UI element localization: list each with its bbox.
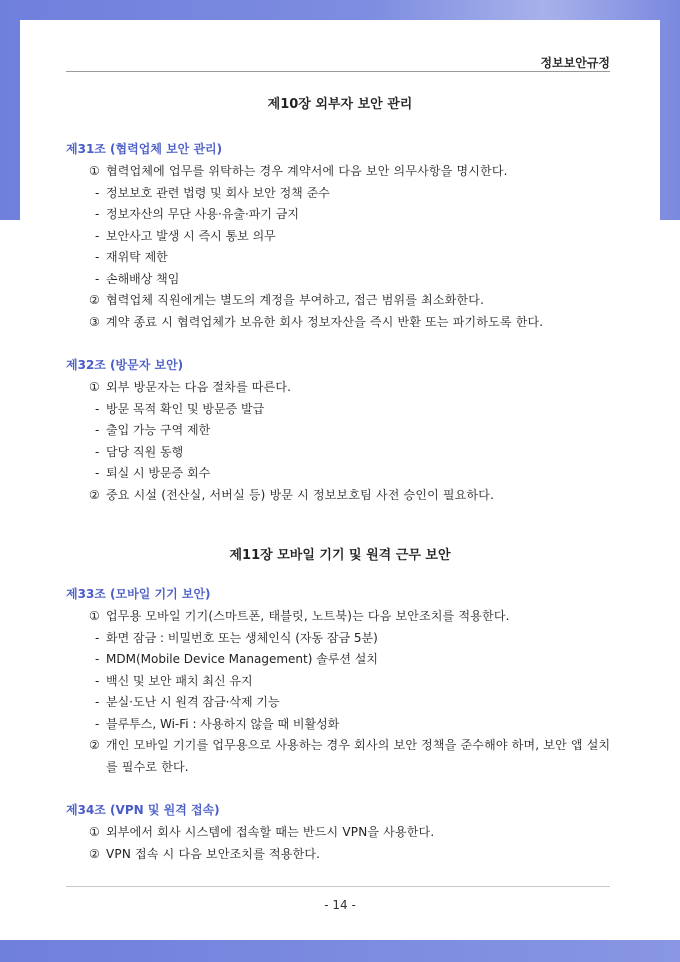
article [66, 584, 614, 778]
article-title: 제31조 (협력업체 보안 관리) [66, 142, 223, 156]
clause-number: ① [89, 380, 100, 394]
article [66, 139, 614, 333]
clause-number: ② [89, 738, 100, 752]
document-page [20, 20, 660, 938]
clause-item [66, 844, 614, 866]
sub-item [66, 463, 614, 485]
sub-item-text: 손해배상 책임 [106, 271, 180, 286]
dash-bullet: - [95, 466, 100, 480]
dash-bullet: - [95, 673, 100, 688]
sub-item [66, 204, 614, 226]
sub-item [66, 183, 614, 205]
clause-number: ② [89, 846, 100, 861]
clause-item [66, 312, 614, 334]
sub-item-text: 출입 가능 구역 제한 [106, 423, 211, 437]
clause-item [66, 822, 614, 844]
dash-bullet: - [95, 423, 100, 437]
document-body [66, 90, 614, 887]
clause-text: VPN 접속 시 다음 보안조치를 적용한다. [106, 846, 321, 861]
sub-item-text: 정보보호 관련 법령 및 회사 보안 정책 준수 [106, 185, 330, 200]
clause-item [66, 377, 614, 399]
sub-item-text: 화면 잠금 : 비밀번호 또는 생체인식 (자동 잠금 5분) [106, 630, 378, 645]
clause-text: 중요 시설 (전산실, 서버실 등) 방문 시 정보보호팀 사전 승인이 필요하다. [106, 487, 495, 502]
sub-item-text: 재위탁 제한 [106, 250, 168, 264]
sub-item-text: 분실·도난 시 원격 잠금·삭제 기능 [106, 695, 280, 709]
sub-item [66, 714, 614, 736]
article-title: 제33조 (모바일 기기 보안) [66, 587, 211, 601]
bottom-background-band [0, 940, 680, 962]
chapter-title: 제10장 외부자 보안 관리 [267, 97, 413, 112]
dash-bullet: - [95, 444, 100, 459]
clause-item [66, 606, 614, 628]
clause-number: ③ [89, 314, 100, 329]
clause-number: ① [89, 825, 100, 839]
sub-item-text: 방문 목적 확인 및 방문증 발급 [106, 401, 265, 416]
dash-bullet: - [95, 401, 100, 416]
sub-item-text: 정보자산의 무단 사용·유출·파기 금지 [106, 207, 299, 221]
sub-item [66, 269, 614, 291]
article [66, 800, 614, 865]
dash-bullet: - [95, 652, 100, 666]
clause-text: 업무용 모바일 기기(스마트폰, 태블릿, 노트북)는 다음 보안조치를 적용한다. [106, 609, 510, 623]
sub-item [66, 628, 614, 650]
clause-text: 개인 모바일 기기를 업무용으로 사용하는 경우 회사의 보안 정책을 준수해야 하며, 보안 앱 설치를 필수로 한다. [106, 738, 611, 774]
clause-number: ② [89, 293, 100, 307]
article-title: 제32조 (방문자 보안) [66, 358, 184, 372]
sub-item [66, 442, 614, 464]
clause-number: ① [89, 164, 100, 178]
sub-item-text: 담당 직원 동행 [106, 444, 184, 459]
clause-number: ② [89, 487, 100, 502]
clause-item [66, 290, 614, 312]
sub-item-text: 블루투스, Wi-Fi : 사용하지 않을 때 비활성화 [106, 716, 340, 731]
sub-item [66, 247, 614, 269]
sub-item [66, 399, 614, 421]
sub-item-text: 백신 및 보안 패치 최신 유지 [106, 673, 253, 688]
header-divider [66, 71, 610, 72]
clause-text: 외부 방문자는 다음 절차를 따른다. [106, 380, 292, 394]
page-number: - 14 - [324, 898, 356, 912]
clause-item [66, 161, 614, 183]
clause-text: 협력업체 직원에게는 별도의 계정을 부여하고, 접근 범위를 최소화한다. [106, 293, 485, 307]
sub-item-text: 보안사고 발생 시 즉시 통보 의무 [106, 228, 276, 243]
article [66, 355, 614, 506]
footer-divider [66, 886, 610, 887]
clause-item [66, 735, 614, 778]
sub-item [66, 692, 614, 714]
clause-text: 협력업체에 업무를 위탁하는 경우 계약서에 다음 보안 의무사항을 명시한다. [106, 164, 508, 178]
sub-item-text: MDM(Mobile Device Management) 솔루션 설치 [106, 652, 378, 666]
dash-bullet: - [95, 207, 100, 221]
dash-bullet: - [95, 695, 100, 709]
sub-item-text: 퇴실 시 방문증 회수 [106, 466, 211, 480]
dash-bullet: - [95, 630, 100, 645]
chapter-title: 제11장 모바일 기기 및 원격 근무 보안 [229, 548, 451, 563]
clause-item [66, 485, 614, 507]
clause-number: ① [89, 609, 100, 623]
header-title: 정보보안규정 [540, 56, 610, 70]
dash-bullet: - [95, 228, 100, 243]
article-title: 제34조 (VPN 및 원격 접속) [66, 803, 220, 817]
clause-text: 계약 종료 시 협력업체가 보유한 회사 정보자산을 즉시 반환 또는 파기하도록 한다. [106, 314, 544, 329]
sub-item [66, 420, 614, 442]
sub-item [66, 671, 614, 693]
sub-item [66, 649, 614, 671]
dash-bullet: - [95, 271, 100, 286]
dash-bullet: - [95, 185, 100, 200]
sub-item [66, 226, 614, 248]
dash-bullet: - [95, 716, 100, 731]
clause-text: 외부에서 회사 시스템에 접속할 때는 반드시 VPN을 사용한다. [106, 825, 435, 839]
dash-bullet: - [95, 250, 100, 264]
